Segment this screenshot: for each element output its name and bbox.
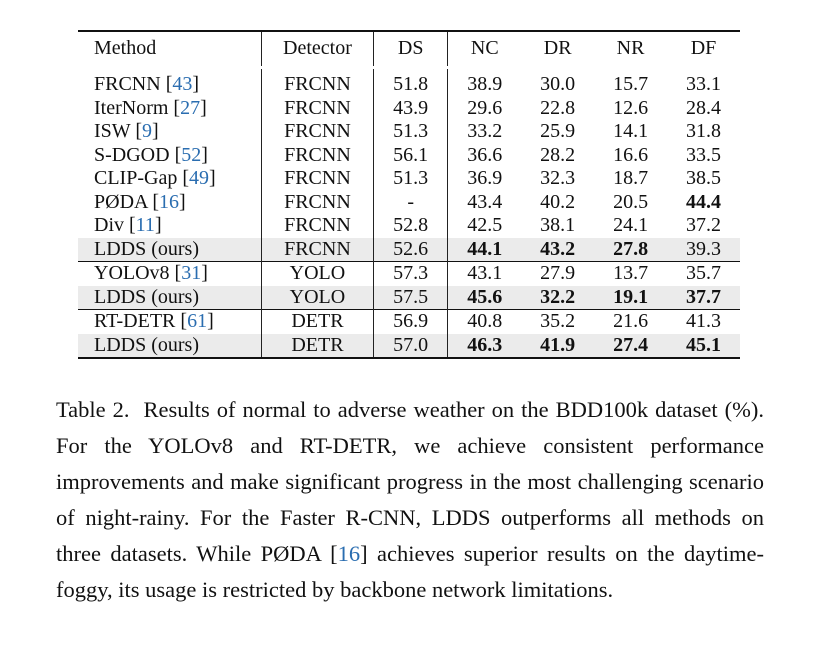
- df-cell: 37.2: [686, 214, 721, 236]
- method-name: LDDS (ours): [94, 285, 199, 308]
- dr-cell: 35.2: [540, 310, 576, 332]
- detector-cell: FRCNN: [261, 120, 373, 144]
- citation-link[interactable]: 61: [187, 310, 208, 332]
- table-row: [78, 144, 740, 168]
- nr-cell: 19.1: [594, 286, 667, 310]
- nc-cell: 40.8: [467, 310, 503, 332]
- df-cell: 44.4: [686, 190, 721, 213]
- method-cell: CLIP-Gap [49]: [78, 167, 261, 191]
- ds-cell: 56.9: [373, 310, 447, 334]
- dr-cell: 40.2: [540, 190, 576, 213]
- detector-cell: YOLO: [261, 262, 373, 286]
- method-cell: ISW [9]: [78, 120, 261, 144]
- dr-cell: 43.2: [521, 238, 594, 262]
- method-name: YOLOv8: [94, 262, 170, 284]
- nr-cell: 12.6: [613, 96, 649, 119]
- ds-cell: 52.6: [373, 238, 447, 262]
- method-name: FRCNN: [94, 73, 161, 95]
- nc-cell: 36.6: [467, 143, 503, 166]
- dr-cell: 32.2: [521, 286, 594, 310]
- nr-cell: 14.1: [613, 120, 649, 142]
- nr-cell: 13.7: [613, 262, 649, 284]
- header-row: [78, 31, 740, 68]
- method-name: ISW: [94, 120, 131, 142]
- method-cell: S-DGOD [52]: [78, 144, 261, 168]
- nr-cell: 27.4: [594, 334, 667, 359]
- table-row: [78, 120, 740, 144]
- detector-cell: FRCNN: [261, 68, 373, 97]
- table-caption: Table 2. Results of normal to adverse weather on the BDD100k dataset (%). For the YOLOv8 and RT-DETR, we achieve consistent performance improvements and make significant progress in the most challenging scenario of night-rainy. For the Faster R-CNN, LDDS outperforms all methods on three datasets. While PØDA [16] achieves superior results on the daytime-foggy, its usage is restricted by backbone network limitations.: [56, 397, 764, 602]
- dr-cell: 28.2: [540, 143, 576, 166]
- table-row: [78, 310, 740, 334]
- method-cell: [78, 334, 261, 359]
- df-cell: 31.8: [686, 120, 721, 142]
- header-method: Method: [78, 31, 261, 68]
- detector-cell: FRCNN: [261, 144, 373, 168]
- method-cell: FRCNN [43]: [78, 68, 261, 97]
- citation-link[interactable]: 11: [135, 214, 155, 236]
- nc-cell: 43.4: [467, 190, 503, 213]
- df-cell: 33.1: [686, 73, 721, 95]
- citation-link[interactable]: 9: [141, 120, 152, 142]
- table-group: [78, 68, 740, 262]
- header-nc: NC: [470, 37, 499, 60]
- table-row: [78, 334, 740, 359]
- ds-cell: 57.3: [373, 262, 447, 286]
- method-cell: [78, 286, 261, 310]
- method-name: PØDA: [94, 190, 148, 213]
- detector-cell: DETR: [261, 334, 373, 359]
- ds-cell: -: [373, 191, 447, 215]
- citation-link[interactable]: 27: [180, 96, 201, 119]
- citation-link[interactable]: 16: [159, 190, 180, 213]
- dr-cell: 22.8: [540, 96, 576, 119]
- table-group: [78, 310, 740, 359]
- dr-cell: 27.9: [540, 262, 576, 284]
- nr-cell: 27.8: [594, 238, 667, 262]
- nc-cell: 33.2: [467, 120, 503, 142]
- method-cell: IterNorm [27]: [78, 97, 261, 121]
- header-nr: NR: [616, 37, 645, 60]
- table-header: [78, 31, 740, 68]
- caption-text-1: Results of normal to adverse weather on the BDD100k dataset (%). For the YOLOv8 and RT-DETR, we achieve consistent performance improvements and make significant progress in the most challenging scenario of night-rainy. For the Faster R-CNN, LDDS outperforms all methods on three datasets. While PØDA: [56, 397, 764, 566]
- nc-cell: 46.3: [448, 334, 521, 359]
- method-name: S-DGOD: [94, 143, 170, 166]
- nr-cell: 18.7: [613, 167, 649, 189]
- table-row: [78, 167, 740, 191]
- method-cell: PØDA [16]: [78, 191, 261, 215]
- nc-cell: 45.6: [448, 286, 521, 310]
- ds-cell: 57.5: [373, 286, 447, 310]
- df-cell: 39.3: [667, 238, 740, 262]
- detector-cell: FRCNN: [261, 97, 373, 121]
- citation-link[interactable]: 49: [189, 167, 209, 189]
- ds-cell: 52.8: [373, 214, 447, 238]
- table-row: [78, 68, 740, 97]
- ds-cell: 57.0: [373, 334, 447, 359]
- nr-cell: 20.5: [613, 190, 649, 213]
- detector-cell: FRCNN: [261, 214, 373, 238]
- nc-cell: 38.9: [467, 73, 503, 95]
- dr-cell: 30.0: [540, 73, 576, 95]
- df-cell: 37.7: [667, 286, 740, 310]
- method-name: LDDS (ours): [94, 333, 199, 356]
- method-name: RT-DETR: [94, 310, 176, 332]
- citation-link[interactable]: 52: [181, 143, 202, 166]
- detector-cell: FRCNN: [261, 238, 373, 262]
- df-cell: 35.7: [686, 262, 721, 284]
- table-row: [78, 286, 740, 310]
- nr-cell: 24.1: [613, 214, 649, 236]
- ds-cell: 56.1: [373, 144, 447, 168]
- table-row: [78, 97, 740, 121]
- header-ds: DS: [373, 31, 447, 68]
- dr-cell: 41.9: [521, 334, 594, 359]
- detector-cell: FRCNN: [261, 191, 373, 215]
- method-cell: Div [11]: [78, 214, 261, 238]
- results-table-container: [78, 30, 740, 359]
- table-row: [78, 191, 740, 215]
- nc-cell: 43.1: [467, 262, 503, 284]
- nc-cell: 29.6: [467, 96, 503, 119]
- dr-cell: 25.9: [540, 120, 576, 142]
- table-row: [78, 262, 740, 286]
- citation-link[interactable]: 31: [181, 262, 202, 284]
- nc-cell: 36.9: [467, 167, 503, 189]
- detector-cell: YOLO: [261, 286, 373, 310]
- detector-cell: FRCNN: [261, 167, 373, 191]
- nc-cell: 44.1: [448, 238, 521, 262]
- header-df: DF: [690, 37, 717, 60]
- dr-cell: 32.3: [540, 167, 576, 189]
- ds-cell: 51.3: [373, 120, 447, 144]
- results-table: [78, 30, 740, 359]
- df-cell: 41.3: [686, 310, 721, 332]
- nr-cell: 15.7: [613, 73, 649, 95]
- method-name: LDDS (ours): [94, 237, 199, 260]
- method-cell: [78, 238, 261, 262]
- header-dr: DR: [543, 37, 572, 60]
- method-name: Div: [94, 214, 124, 236]
- header-detector: Detector: [261, 31, 373, 68]
- nc-cell: 42.5: [467, 214, 503, 236]
- ds-cell: 51.3: [373, 167, 447, 191]
- df-cell: 28.4: [686, 96, 721, 119]
- df-cell: 45.1: [667, 334, 740, 359]
- nr-cell: 16.6: [613, 143, 649, 166]
- table-group: [78, 262, 740, 310]
- detector-cell: DETR: [261, 310, 373, 334]
- caption-citation-link[interactable]: 16: [337, 541, 361, 566]
- citation-link[interactable]: 43: [172, 73, 193, 95]
- table-row: [78, 238, 740, 262]
- caption-text-2: achieves superior results on the daytime-foggy, its usage is restricted by backbone network limitations.: [56, 541, 764, 602]
- caption-label: Table 2.: [56, 397, 130, 422]
- df-cell: 33.5: [686, 143, 721, 166]
- df-cell: 38.5: [686, 167, 721, 189]
- nr-cell: 21.6: [613, 310, 649, 332]
- dr-cell: 38.1: [540, 214, 576, 236]
- table-row: [78, 214, 740, 238]
- method-cell: RT-DETR [61]: [78, 310, 261, 334]
- ds-cell: 43.9: [373, 97, 447, 121]
- ds-cell: 51.8: [373, 68, 447, 97]
- method-name: IterNorm: [94, 96, 169, 119]
- method-name: CLIP-Gap: [94, 167, 178, 189]
- method-cell: YOLOv8 [31]: [78, 262, 261, 286]
